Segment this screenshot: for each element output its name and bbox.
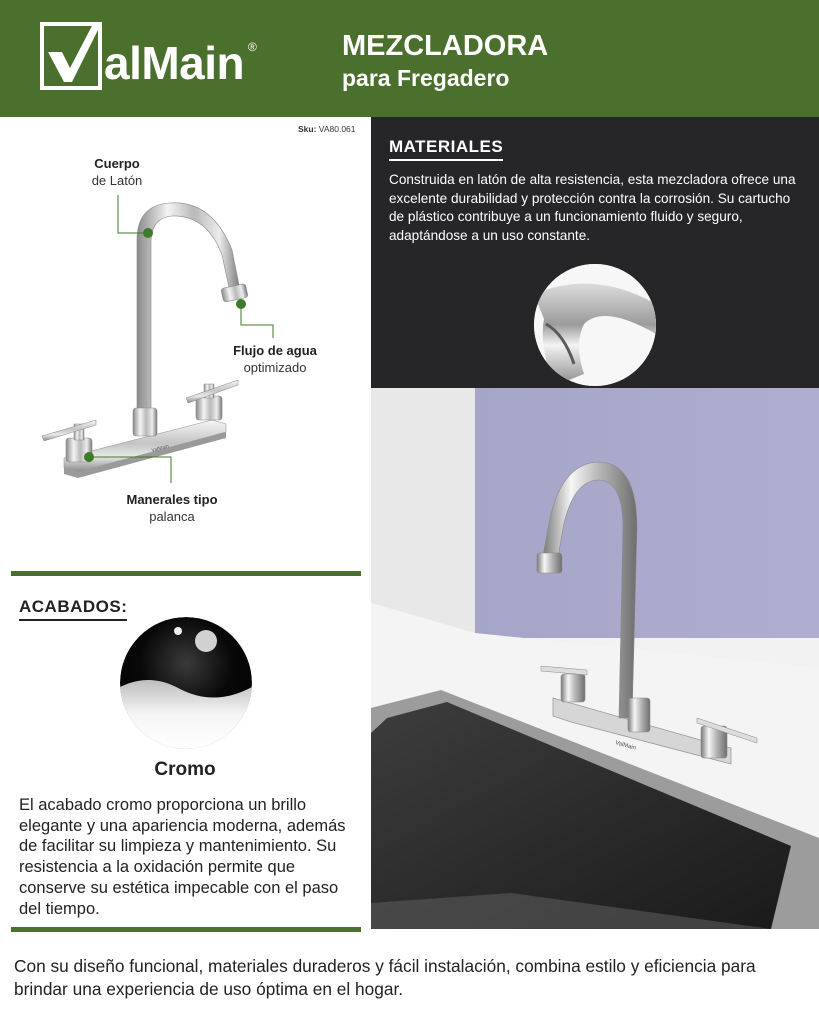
materials-description: Construida en latón de alta resistencia, esta mezcladora ofrece una excelente durabilidad y protección contra la corrosión. Su cartucho de plástico contribuye a un funcionamiento fluido y seguro, adaptándose a un uso constante. bbox=[389, 172, 796, 243]
registered-mark: ® bbox=[248, 40, 257, 54]
callout-handles-sub: palanca bbox=[149, 509, 195, 524]
spout-closeup-icon bbox=[534, 264, 656, 386]
chrome-finish-swatch bbox=[120, 617, 252, 749]
page-subtitle: para Fregadero bbox=[342, 65, 510, 91]
material-closeup-image bbox=[534, 264, 656, 386]
callout-flow-sub: optimizado bbox=[243, 360, 307, 375]
callout-handles-title: Manerales tipo bbox=[126, 492, 218, 507]
callout-body-sub: de Latón bbox=[91, 173, 143, 188]
sku-label bbox=[298, 124, 356, 134]
finish-name: Cromo bbox=[154, 759, 216, 780]
checkmark-logo-icon bbox=[40, 18, 102, 90]
base-logo: ValMain bbox=[150, 443, 170, 454]
callout-body-title: Cuerpo bbox=[94, 156, 140, 171]
header-bar bbox=[0, 0, 819, 117]
section-divider-top bbox=[11, 571, 361, 576]
sku-value: VA80.061 bbox=[318, 124, 356, 134]
page-title: MEZCLADORA bbox=[342, 30, 549, 62]
closing-statement: Con su diseño funcional, materiales duraderos y fácil instalación, combina estilo y eficiencia para brindar una experiencia de uso óptima en el hogar. bbox=[14, 956, 756, 999]
acabados-heading: ACABADOS: bbox=[19, 597, 127, 621]
materials-heading: MATERIALES bbox=[389, 137, 503, 161]
faucet-diagram bbox=[0, 140, 370, 560]
sku-key: Sku: bbox=[298, 124, 317, 134]
callout-flow-title: Flujo de agua bbox=[233, 343, 317, 358]
kitchen-sink-photo bbox=[371, 388, 819, 929]
sink-scene bbox=[371, 388, 819, 929]
brand-name: alMain bbox=[104, 37, 245, 89]
materials-panel bbox=[371, 117, 819, 388]
finish-description: El acabado cromo proporciona un brillo elegante y una apariencia moderna, además de facilitar su limpieza y mantenimiento. Su resistencia a la oxidación permite que conserve su estética impecable con el paso del tiempo. bbox=[19, 796, 346, 918]
brand-logo bbox=[40, 18, 270, 92]
section-divider-bottom bbox=[11, 927, 361, 932]
photo-base-logo: ValMain bbox=[614, 740, 637, 752]
chrome-sphere-icon bbox=[120, 617, 252, 749]
